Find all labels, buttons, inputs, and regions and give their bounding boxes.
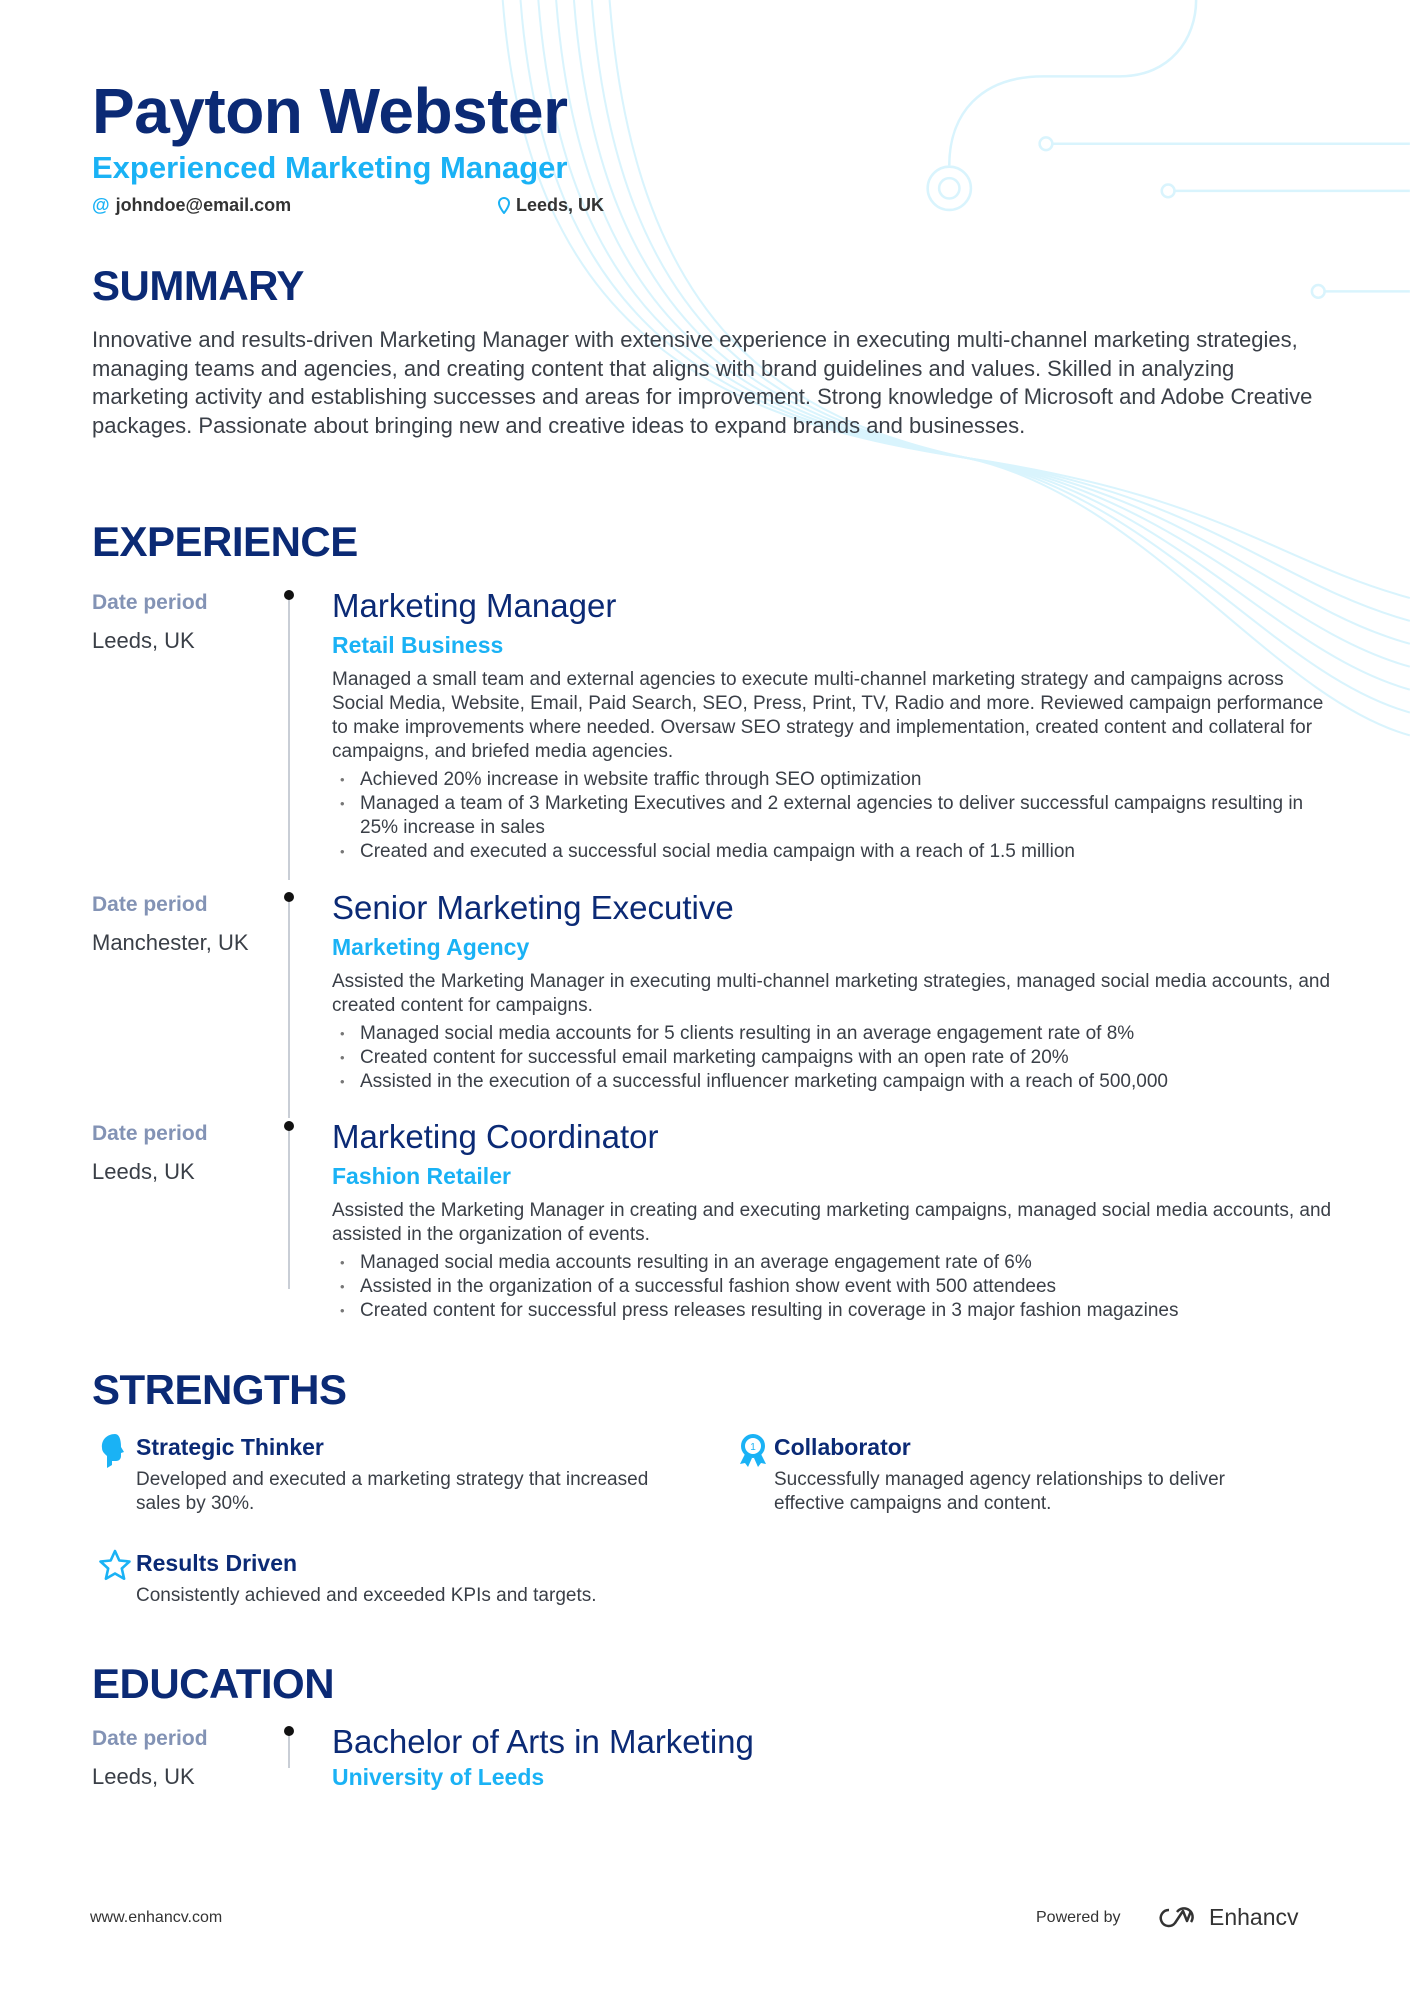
job-description: Managed a small team and external agencies to execute multi-channel marketing strategy and campaigns across Social Media, Website, Email, Paid Search, SEO, Press, Print, TV, Radio and more. Reviewed campaign performance to make improvements where needed. Oversaw SEO strategy and implementation, created content and collateral for campaigns, and briefed media agencies. — [332, 669, 1324, 762]
achievement-bullet: • Created content for successful email marketing campaigns with an open rate of 20% — [332, 1046, 1332, 1070]
location-text: Leeds, UK — [516, 195, 605, 215]
entry-location: Leeds, UK — [92, 628, 195, 653]
timeline-dot — [284, 1726, 294, 1736]
timeline-dot — [284, 590, 294, 600]
education-heading: EDUCATION — [92, 1660, 335, 1707]
entry-location: Manchester, UK — [92, 930, 249, 955]
achievement-bullet: • Achieved 20% increase in website traffic through SEO optimization — [332, 768, 1332, 792]
star-icon — [98, 1548, 132, 1586]
strength-description: Developed and executed a marketing strategy that increased sales by 30%. — [136, 1469, 649, 1514]
strength-description: Successfully managed agency relationships to deliver effective campaigns and content. — [774, 1469, 1225, 1514]
enhancv-logo-icon — [1155, 1906, 1201, 1930]
date-period: Date period — [92, 1727, 208, 1750]
education-entry — [92, 1723, 1322, 1790]
date-period: Date period — [92, 893, 208, 916]
company-name: Retail Business — [332, 632, 504, 658]
experience-heading: EXPERIENCE — [92, 518, 358, 565]
timeline-dot — [284, 892, 294, 902]
strength-item — [98, 1432, 658, 1516]
job-description: Assisted the Marketing Manager in creating and executing marketing campaigns, managed social media accounts, and assisted in the organization of events. — [332, 1200, 1332, 1245]
achievement-bullet: • Assisted in the execution of a successful influencer marketing campaign with a reach of 500,000 — [332, 1070, 1332, 1094]
at-icon: @ — [92, 195, 110, 215]
date-period: Date period — [92, 591, 208, 614]
strengths-heading: STRENGTHS — [92, 1366, 347, 1413]
job-description: Assisted the Marketing Manager in executing multi-channel marketing strategies, managed social media accounts, and created content for campaigns. — [332, 971, 1331, 1016]
job-title: Marketing Coordinator — [332, 1118, 659, 1155]
achievement-list — [332, 1251, 1332, 1323]
job-title: Marketing Manager — [332, 587, 617, 624]
candidate-title: Experienced Marketing Manager — [92, 150, 568, 185]
summary-heading: SUMMARY — [92, 262, 304, 309]
strength-item — [736, 1432, 1296, 1516]
strength-title: Collaborator — [774, 1434, 911, 1460]
achievement-bullet: • Managed social media accounts for 5 clients resulting in an average engagement rate of 8% — [332, 1022, 1332, 1046]
enhancv-brand: Enhancv — [1209, 1904, 1299, 1930]
svg-text:1: 1 — [750, 1442, 756, 1453]
timeline-line — [288, 1121, 290, 1289]
award-icon — [736, 1432, 770, 1470]
enhancv-logo[interactable] — [1155, 1904, 1299, 1931]
school-name: University of Leeds — [332, 1764, 545, 1790]
location-contact — [498, 195, 604, 216]
entry-location: Leeds, UK — [92, 1764, 195, 1789]
timeline-line — [288, 892, 290, 1118]
location-pin-icon — [498, 197, 510, 214]
entry-location: Leeds, UK — [92, 1159, 195, 1184]
powered-by-label: Powered by — [1036, 1909, 1121, 1926]
head-icon — [98, 1432, 132, 1470]
company-name: Marketing Agency — [332, 934, 530, 960]
strength-description: Consistently achieved and exceeded KPIs and targets. — [136, 1585, 597, 1606]
summary-text: Innovative and results-driven Marketing Manager with extensive experience in executing multi-channel marketing strategies, managing teams and agencies, and creating content that aligns with brand guidelines and values. Skilled in analyzing marketing activity and establishing successes and areas for improvement. Strong knowledge of Microsoft and Adobe Creative packages. Passionate about bringing new and creative ideas to expand brands and businesses. — [92, 327, 1313, 438]
achievement-bullet: • Created and executed a successful social media campaign with a reach of 1.5 million — [332, 840, 1332, 864]
decor-curve — [521, 0, 1410, 621]
timeline-line — [288, 590, 290, 880]
date-period: Date period — [92, 1122, 208, 1145]
strength-title: Results Driven — [136, 1550, 298, 1576]
strength-title: Strategic Thinker — [136, 1434, 324, 1460]
strength-item — [98, 1548, 658, 1608]
email-contact[interactable] — [92, 195, 291, 216]
achievement-list — [332, 1022, 1332, 1094]
timeline-dot — [284, 1121, 294, 1131]
achievement-bullet: • Created content for successful press releases resulting in coverage in 3 major fashion magazines — [332, 1299, 1332, 1323]
achievement-list — [332, 768, 1332, 864]
footer-website[interactable]: www.enhancv.com — [90, 1909, 223, 1926]
email-text: johndoe@email.com — [115, 195, 292, 215]
achievement-bullet: • Assisted in the organization of a successful fashion show event with 500 attendees — [332, 1275, 1332, 1299]
achievement-bullet: • Managed social media accounts resulting in an average engagement rate of 6% — [332, 1251, 1332, 1275]
degree-title: Bachelor of Arts in Marketing — [332, 1723, 754, 1760]
achievement-bullet: • Managed a team of 3 Marketing Executives and 2 external agencies to deliver successful campaigns resulting in 25% increase in sales — [332, 792, 1332, 840]
company-name: Fashion Retailer — [332, 1163, 511, 1189]
job-title: Senior Marketing Executive — [332, 889, 734, 926]
candidate-name: Payton Webster — [92, 75, 568, 147]
